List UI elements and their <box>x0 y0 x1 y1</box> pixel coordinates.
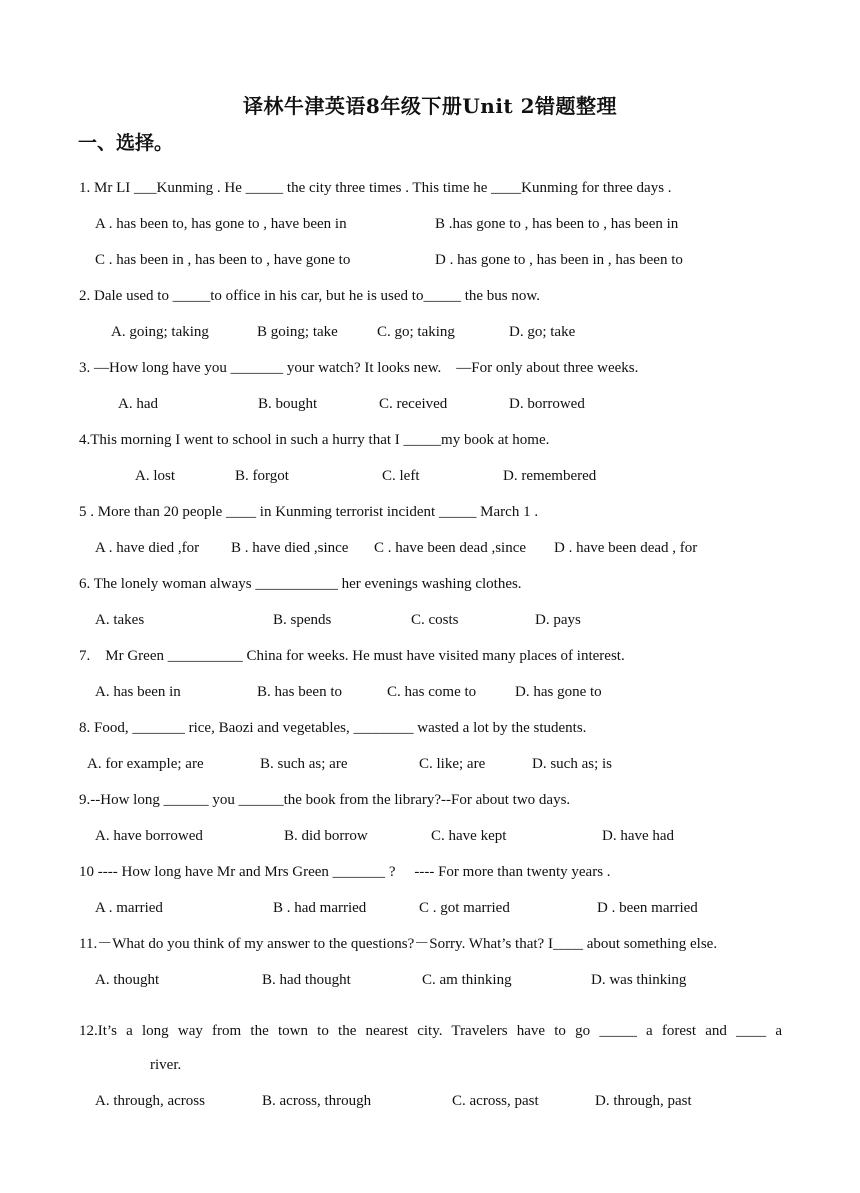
option-d: D. through, past <box>595 1093 692 1109</box>
question-stem: 3. —How long have you _______ your watch? It looks new. —For only about three weeks. <box>79 360 639 376</box>
question-stem: 9.--How long ______ you ______the book from the library?--For about two days. <box>79 792 571 808</box>
option-a: A. takes <box>95 612 145 628</box>
option-a: A. have borrowed <box>95 828 203 844</box>
option-c: C. like; are <box>419 756 486 772</box>
option-a: A . married <box>95 900 163 916</box>
option-c: C . got married <box>419 900 510 916</box>
option-a: A. had <box>118 396 158 412</box>
question-stem-continuation: river. <box>150 1057 182 1073</box>
question-stem: 5 . More than 20 people ____ in Kunming terrorist incident _____ March 1 . <box>79 504 539 520</box>
option-c: C. received <box>379 396 448 412</box>
option-b: B. bought <box>258 396 318 412</box>
question-stem: 8. Food, _______ rice, Baozi and vegetables, ________ wasted a lot by the students. <box>79 720 587 736</box>
option-c: C . have been dead ,since <box>374 540 527 556</box>
option-d: D. have had <box>602 828 675 844</box>
question-stem: 11.－What do you think of my answer to the questions?－Sorry. What’s that? I____ about something else. <box>79 936 718 952</box>
option-a: A. for example; are <box>87 756 204 772</box>
option-c: C. go; taking <box>377 324 455 340</box>
option-b: B. forgot <box>235 468 289 484</box>
option-b: B. such as; are <box>260 756 348 772</box>
option-a: A . have died ,for <box>95 540 200 556</box>
option-c: C. costs <box>411 612 459 628</box>
question-stem: 6. The lonely woman always ___________ her evenings washing clothes. <box>79 576 522 592</box>
option-c: C. am thinking <box>422 972 512 988</box>
option-b: B going; take <box>257 324 338 340</box>
option-b: B. had thought <box>262 972 351 988</box>
question-stem: 12.It’s a long way from the town to the nearest city. Travelers have to go _____ a forest and ____ a <box>79 1023 782 1039</box>
option-a: A. going; taking <box>111 324 209 340</box>
question-stem: 7. Mr Green __________ China for weeks. He must have visited many places of interest. <box>79 648 625 664</box>
option-d: D. borrowed <box>509 396 585 412</box>
option-a: A. thought <box>95 972 160 988</box>
option-d: D . have been dead , for <box>554 540 698 556</box>
option-a: A. has been in <box>95 684 181 700</box>
option-d: D . been married <box>597 900 698 916</box>
option-d: D. go; take <box>509 324 576 340</box>
option-b: B . have died ,since <box>231 540 349 556</box>
option-a: A. lost <box>135 468 176 484</box>
option-d: D. has gone to <box>515 684 602 700</box>
question-stem: 4.This morning I went to school in such a hurry that I _____my book at home. <box>79 432 550 448</box>
option-d: D. remembered <box>503 468 597 484</box>
option-c: C. has come to <box>387 684 477 700</box>
option-b: B . had married <box>273 900 367 916</box>
option-c: C. left <box>382 468 420 484</box>
section-heading: 一、选择。 <box>78 132 174 154</box>
question-stem: 1. Mr LI ___Kunming . He _____ the city three times . This time he ____Kunming for three days . <box>79 180 672 196</box>
option-c: C. have kept <box>431 828 507 844</box>
option-d: D . has gone to , has been in , has been to <box>435 252 683 268</box>
option-b: B. did borrow <box>284 828 368 844</box>
option-b: B. has been to <box>257 684 342 700</box>
option-d: D. was thinking <box>591 972 687 988</box>
option-b: B. spends <box>273 612 332 628</box>
option-a: A. through, across <box>95 1093 205 1109</box>
option-b: B .has gone to , has been to , has been in <box>435 216 679 232</box>
question-stem: 10 ---- How long have Mr and Mrs Green _______ ? ---- For more than twenty years . <box>79 864 611 880</box>
question-stem: 2. Dale used to _____to office in his car, but he is used to_____ the bus now. <box>79 288 540 304</box>
page-title: 译林牛津英语8年级下册Unit 2错题整理 <box>242 94 618 118</box>
option-b: B. across, through <box>262 1093 372 1109</box>
option-c: C. across, past <box>452 1093 539 1109</box>
option-d: D. such as; is <box>532 756 612 772</box>
option-a: A . has been to, has gone to , have been in <box>95 216 347 232</box>
option-d: D. pays <box>535 612 581 628</box>
option-c: C . has been in , has been to , have gone to <box>95 252 351 268</box>
